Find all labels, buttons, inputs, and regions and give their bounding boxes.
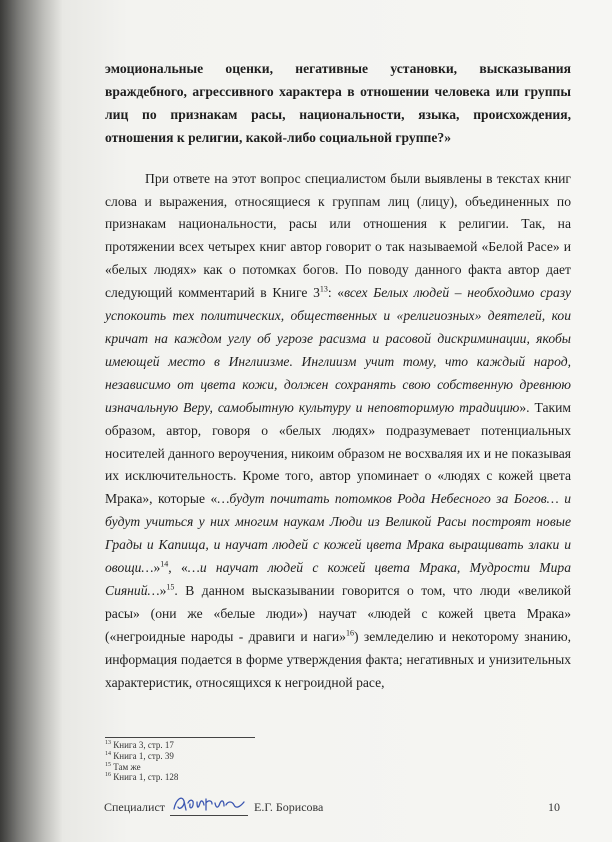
footnote [105,772,405,783]
footnote-text: Книга 3, стр. 17 [113,740,174,750]
question-text: эмоциональные оценки, негативные установки, высказывания враждебного, агрессивного характера в отношении человека или группы лиц по признакам расы, национальности, языка, происхождения, отношения к религии, какой-либо социальной группе?» [105,61,571,145]
footnote-number: 14 [105,750,111,757]
signature-label: Специалист [104,800,166,814]
quote-text: …и научат людей с кожей цвета Мрака, Мудрости Мира Сияний… [105,560,571,598]
footnote-separator [105,737,255,738]
footnote-number: 15 [105,761,111,768]
scan-binding-shadow [0,0,62,842]
signature-icon [170,791,248,817]
footnote-ref: 16 [345,628,354,638]
text-run: При ответе на этот вопрос специалистом были выявлены в текстах книг слова и выражения, относящиеся к группам лиц (лицу), объединенных по признакам национальности, расы или отношения к религии. Так, на протяжении всех четырех книг автор говорит о так называемой «Белой Расе» и «белых людях» как о потомках богов. По поводу данного факта автор дает следующий комментарий в Книге 3 [105,170,571,301]
footnote-text: Там же [113,761,141,772]
text-run: , « [168,560,188,576]
text-run: » [159,582,167,598]
document-body [105,58,571,694]
footnotes [105,740,405,783]
footnote-number: 13 [105,740,111,746]
specialist-name: Е.Г. Борисова [254,800,324,814]
footnote-number: 16 [105,772,111,779]
text-run: ) земледелию и некоторому знанию, информация подается в форме утверждения факта; негативных и унизительных характеристик, относящихся к негроидной расе, [105,628,571,690]
quote-text: всех Белых людей – необходимо сразу успокоить тех политических, общественных и «религиозных» деятелей, кои кричат на каждом углу об угрозе расизма и расовой дискриминации, якобы имеющей место в Инглиизме. Инглиизм учит тому, что каждый народ, независимо от цвета кожи, должен сохранять свою собственную древнюю изначальную Веру, самобытную культуру и неповторимую традицию [105,285,571,415]
footnote [105,740,405,751]
footnote [105,762,405,773]
footnote-ref: 13 [319,284,328,294]
footnote-ref: 15 [166,582,175,592]
answer-paragraph [105,168,571,695]
text-run: ». Таким образом, автор, говоря о «белых людях» подразумевает потенциальных носителей данного вероучения, никоим образом не восхваляя их и не показывая их исключительность. Кроме того, автор упоминает о «людях с кожей цвета Мрака», которые « [105,399,571,507]
footnote-text: Книга 1, стр. 128 [113,772,179,783]
footnote-text: Книга 1, стр. 39 [113,750,174,761]
quote-text: …будут почитать потомков Рода Небесного за Богов… и будут учиться у них многим наукам Люди из Великой Расы построят новые Грады и Капища, и научат людей с кожей цвета Мрака выращивать злаки и овощи… [105,491,571,576]
signature-block [104,797,404,817]
footnote-ref: 14 [160,559,169,569]
footnote [105,751,405,762]
text-run: » [153,560,161,576]
page-number: 10 [548,800,560,814]
text-run: . В данном высказывании говорится о том, что люди «великой расы» (они же «белые люди») научат «людей с кожей цвета Мрака» («негроидные народы - дравиги и наги» [105,582,571,644]
handwritten-signature [170,797,248,816]
text-run: : « [327,285,345,301]
